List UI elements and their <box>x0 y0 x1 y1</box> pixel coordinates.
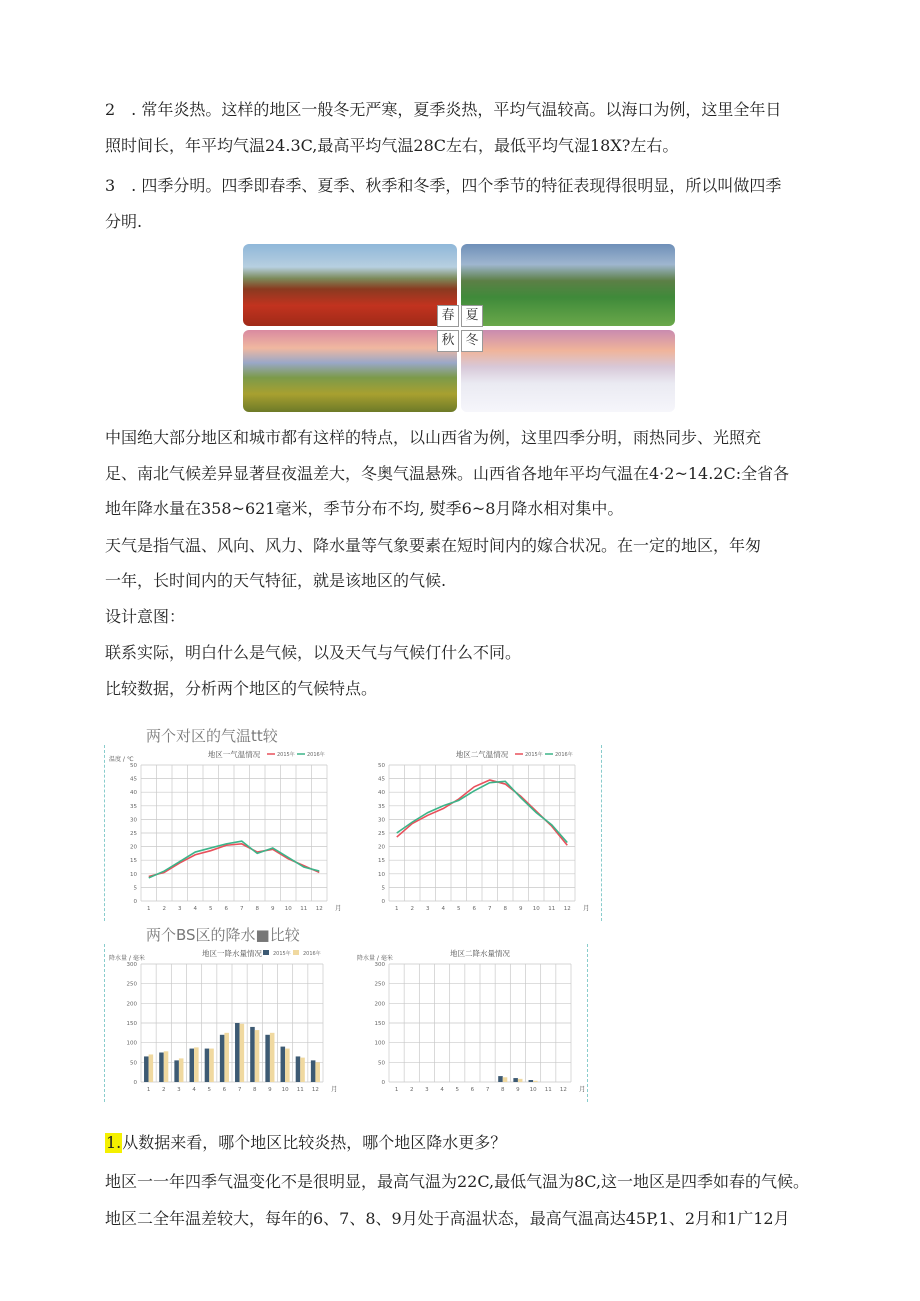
x-tick-label: 12 <box>559 1087 567 1093</box>
design-intent-line2: 比较数据，分析两个地区的气候特点。 <box>105 679 378 698</box>
x-tick-label: 3 <box>177 1087 181 1093</box>
y-tick-label: 100 <box>126 1040 137 1047</box>
y-tick-label: 40 <box>130 790 137 797</box>
question-text: 从数据来看，哪个地区比较炎热，哪个地区降水更多？ <box>122 1133 507 1152</box>
legend-label: 2016年 <box>303 951 321 957</box>
y-tick-label: 35 <box>130 803 137 810</box>
x-tick-label: 6 <box>472 906 476 912</box>
x-tick-label: 9 <box>516 1087 520 1093</box>
y-tick-label: 25 <box>130 831 137 837</box>
y-tick-label: 25 <box>378 831 385 837</box>
x-tick-label: 7 <box>485 1087 490 1093</box>
y-tick-label: 40 <box>378 790 385 797</box>
x-tick-label: 4 <box>193 906 197 912</box>
bar-series1 <box>190 1049 195 1082</box>
season-label-summer: 夏 <box>461 305 483 327</box>
region1-temperature-chart <box>105 745 345 921</box>
bar-series2 <box>240 1024 245 1082</box>
y-tick-label: 200 <box>126 1001 137 1008</box>
region1-precipitation-chart <box>105 944 341 1102</box>
x-tick-label: 5 <box>457 906 461 912</box>
y-tick-label: 50 <box>378 1060 385 1067</box>
autumn-photo <box>243 330 457 412</box>
x-tick-label: 12 <box>563 906 571 912</box>
x-tick-label: 6 <box>470 1087 475 1093</box>
x-tick-label: 2 <box>410 1087 414 1093</box>
x-tick-label: 11 <box>296 1087 304 1093</box>
y-tick-label: 45 <box>130 776 137 783</box>
bar-series1 <box>235 1023 240 1082</box>
precipitation-comparison-caption: 两个BS区的降水■比较 <box>146 926 300 944</box>
season-label-winter: 冬 <box>461 330 483 352</box>
y-tick-label: 5 <box>133 885 137 892</box>
bar-series1 <box>513 1078 518 1082</box>
x-axis-label: 月 <box>579 1085 586 1093</box>
x-tick-label: 8 <box>501 1087 505 1093</box>
bar-series1 <box>265 1035 270 1082</box>
bar-series1 <box>159 1053 164 1083</box>
x-tick-label: 9 <box>271 906 275 912</box>
paragraph-shanxi-line3: 地年降水量在358~621毫米，季节分布不均, 熨季6~8月降水相对集中。 <box>105 499 624 518</box>
bar-series2 <box>224 1033 229 1082</box>
x-tick-label: 1 <box>146 1087 151 1093</box>
x-tick-label: 10 <box>281 1087 289 1093</box>
paragraph-shanxi-line2: 足、南北气候差异显著昼夜温差大，冬奥气温悬殊。山西省各地年平均气温在4·2~14.2C:全省各 <box>105 464 790 483</box>
paragraph-weather-line2: 一年，长时间内的天气特征，就是该地区的气候. <box>105 571 447 590</box>
x-tick-label: 6 <box>222 1087 227 1093</box>
x-axis-label: 月 <box>583 904 590 912</box>
question-1 <box>105 1133 506 1153</box>
winter-photo <box>461 330 675 412</box>
legend-label: 2015年 <box>277 752 295 758</box>
y-tick-label: 150 <box>374 1021 385 1027</box>
y-tick-label: 0 <box>133 899 137 905</box>
x-tick-label: 5 <box>207 1087 211 1093</box>
y-tick-label: 200 <box>374 1001 385 1008</box>
bar-series2 <box>533 1081 538 1082</box>
bar-series1 <box>250 1027 255 1082</box>
x-tick-label: 6 <box>224 906 228 912</box>
x-tick-label: 7 <box>488 906 492 912</box>
y-tick-label: 100 <box>374 1040 385 1047</box>
bar-series2 <box>149 1054 154 1082</box>
bar-series2 <box>179 1058 184 1082</box>
x-tick-label: 11 <box>548 906 556 912</box>
temperature-comparison-caption: 两个对区的气温tt较 <box>146 727 278 745</box>
x-tick-label: 8 <box>503 906 507 912</box>
y-tick-label: 30 <box>378 817 385 824</box>
legend-swatch <box>293 950 299 955</box>
bar-series2 <box>518 1079 523 1082</box>
y-tick-label: 250 <box>374 981 385 988</box>
y-tick-label: 15 <box>378 858 385 865</box>
bar-series2 <box>300 1058 305 1082</box>
region2-precipitation-chart <box>353 944 589 1102</box>
x-tick-label: 10 <box>284 906 292 912</box>
y-tick-label: 150 <box>126 1021 137 1027</box>
bar-series2 <box>164 1051 169 1082</box>
y-tick-label: 250 <box>126 981 137 988</box>
x-tick-label: 5 <box>209 906 213 912</box>
x-axis-label: 月 <box>335 904 342 912</box>
bar-series1 <box>296 1056 301 1082</box>
x-tick-label: 2 <box>162 1087 166 1093</box>
bar-series2 <box>285 1049 290 1082</box>
x-tick-label: 5 <box>455 1087 459 1093</box>
answer-region1: 地区一一年四季气温变化不是很明显，最高气温为22C,最低气温为8C,这一地区是四季如春的气候。 <box>105 1172 810 1191</box>
x-tick-label: 11 <box>544 1087 552 1093</box>
chart-title: 地区一降水量情况 <box>202 949 262 958</box>
x-tick-label: 4 <box>440 1087 444 1093</box>
x-tick-label: 2 <box>162 906 166 912</box>
paragraph-four-seasons-line1: 3 . 四季分明。四季即春季、夏季、秋季和冬季，四个季节的特征表现得很明显，所以叫做四季 <box>105 176 782 195</box>
chart-title: 地区二降水量情况 <box>450 949 510 958</box>
bar-series1 <box>144 1056 149 1082</box>
paragraph-four-seasons-line2: 分明. <box>105 212 143 231</box>
x-tick-label: 12 <box>315 906 323 912</box>
x-tick-label: 3 <box>178 906 182 912</box>
x-tick-label: 3 <box>426 906 430 912</box>
legend-label: 2016年 <box>307 752 325 758</box>
bar-series1 <box>311 1060 316 1082</box>
y-tick-label: 300 <box>374 962 385 968</box>
x-tick-label: 3 <box>425 1087 429 1093</box>
legend-label: 2016年 <box>555 752 573 758</box>
x-tick-label: 7 <box>237 1087 242 1093</box>
paragraph-hot-climate-line2: 照时间长，年平均气温24.3C,最高平均气温28C左右，最低平均气湿18X?左右。 <box>105 136 679 155</box>
y-tick-label: 45 <box>378 776 385 783</box>
bar-series2 <box>194 1047 199 1082</box>
bar-series2 <box>503 1077 508 1082</box>
x-tick-label: 9 <box>519 906 523 912</box>
bar-series2 <box>315 1062 320 1082</box>
y-tick-label: 20 <box>378 844 385 851</box>
season-label-spring: 春 <box>437 305 459 327</box>
x-tick-label: 7 <box>240 906 244 912</box>
season-label-autumn: 秋 <box>437 330 459 352</box>
x-tick-label: 1 <box>147 906 151 912</box>
x-tick-label: 8 <box>253 1087 257 1093</box>
precipitation-charts-panel <box>104 944 588 1102</box>
x-tick-label: 10 <box>529 1087 537 1093</box>
bar-series2 <box>209 1049 214 1082</box>
bar-series1 <box>498 1076 503 1082</box>
bar-series1 <box>220 1035 225 1082</box>
y-tick-label: 15 <box>130 858 137 865</box>
y-axis-label: 降水量 / 毫米 <box>109 955 145 962</box>
bar-series2 <box>255 1030 260 1082</box>
y-tick-label: 35 <box>378 803 385 810</box>
y-tick-label: 50 <box>130 763 137 769</box>
y-tick-label: 0 <box>381 899 385 905</box>
design-intent-heading: 设计意图： <box>105 607 186 626</box>
x-tick-label: 11 <box>300 906 308 912</box>
chart-title: 地区二气温情况 <box>455 750 509 759</box>
y-tick-label: 300 <box>126 962 137 968</box>
y-tick-label: 30 <box>130 817 137 824</box>
summer-photo <box>461 244 675 326</box>
x-tick-label: 10 <box>532 906 540 912</box>
y-axis-label: 降水量 / 毫米 <box>357 955 393 962</box>
x-tick-label: 4 <box>192 1087 196 1093</box>
paragraph-hot-climate-line1: 2 . 常年炎热。这样的地区一般冬无严寒，夏季炎热，平均气温较高。以海口为例，这里全年日 <box>105 100 782 119</box>
x-tick-label: 1 <box>394 1087 399 1093</box>
y-tick-label: 5 <box>381 885 385 892</box>
y-tick-label: 50 <box>130 1060 137 1067</box>
legend-swatch <box>263 950 269 955</box>
paragraph-shanxi-line1: 中国绝大部分地区和城市都有这样的特点，以山西省为例，这里四季分明，雨热同步、光照充 <box>105 428 762 447</box>
paragraph-weather-line1: 天气是指气温、风向、风力、降水量等气象要素在短时间内的嫁合状况。在一定的地区，年匆 <box>105 536 762 555</box>
question-number-highlight: 1. <box>106 1133 122 1152</box>
bar-series2 <box>270 1033 275 1082</box>
y-tick-label: 0 <box>381 1080 385 1086</box>
bar-series1 <box>205 1049 210 1082</box>
answer-region2: 地区二全年温差较大，每年的6、7、8、9月处于高温状态，最高气温高达45P,1、2月和1广12月 <box>105 1209 790 1228</box>
x-axis-label: 月 <box>331 1085 338 1093</box>
region2-temperature-chart <box>353 745 593 921</box>
x-tick-label: 4 <box>441 906 445 912</box>
spring-photo <box>243 244 457 326</box>
x-tick-label: 12 <box>311 1087 319 1093</box>
x-tick-label: 9 <box>268 1087 272 1093</box>
legend-label: 2015年 <box>525 752 543 758</box>
y-tick-label: 10 <box>378 871 385 878</box>
x-tick-label: 8 <box>255 906 259 912</box>
chart-title: 地区一气温情况 <box>207 750 261 759</box>
y-tick-label: 20 <box>130 844 137 851</box>
bar-series1 <box>174 1060 179 1082</box>
y-tick-label: 10 <box>130 871 137 878</box>
legend-label: 2015年 <box>273 951 291 957</box>
y-tick-label: 0 <box>133 1080 137 1086</box>
bar-series1 <box>281 1047 286 1082</box>
temperature-charts-panel <box>104 745 602 921</box>
y-axis-label: 温度 / ℃ <box>109 756 134 763</box>
design-intent-line1: 联系实际，明白什么是气候，以及天气与气候仃什么不同。 <box>105 643 522 662</box>
y-tick-label: 50 <box>378 763 385 769</box>
bar-series1 <box>529 1080 534 1082</box>
x-tick-label: 1 <box>395 906 399 912</box>
x-tick-label: 2 <box>410 906 414 912</box>
